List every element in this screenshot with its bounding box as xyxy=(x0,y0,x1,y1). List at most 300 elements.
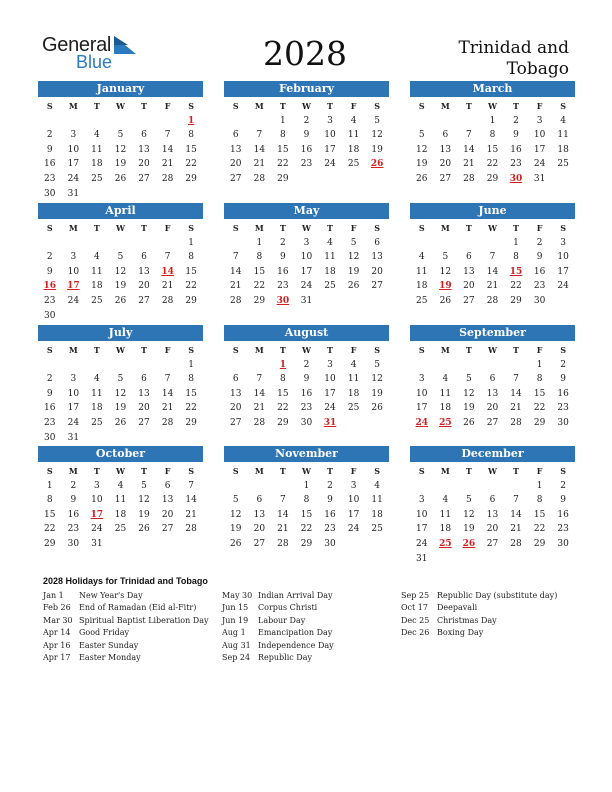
day-cell: 29 xyxy=(300,538,313,549)
weekday-header: S xyxy=(188,466,195,476)
day-cell: 3 xyxy=(70,374,77,385)
month-title: May xyxy=(224,203,389,219)
month-grid xyxy=(410,221,575,309)
weekday-header: T xyxy=(141,223,147,233)
month-april xyxy=(38,203,203,323)
day-cell: 16 xyxy=(300,388,313,399)
day-cell: 29 xyxy=(533,417,546,428)
day-cell: 26 xyxy=(138,524,150,535)
day-cell: 4 xyxy=(350,359,357,370)
day-cell: 20 xyxy=(138,159,150,170)
day-cell: 19 xyxy=(416,159,428,170)
day-cell: 15 xyxy=(300,509,313,520)
day-cell: 28 xyxy=(510,538,522,549)
day-cell: 17 xyxy=(300,266,313,277)
day-cell: 11 xyxy=(114,495,127,506)
holiday-name: Easter Sunday xyxy=(79,640,139,650)
day-cell: 20 xyxy=(230,403,242,414)
holiday-date: Dec 25 xyxy=(401,615,430,625)
empty-cell xyxy=(132,358,156,373)
month-september xyxy=(410,325,575,431)
holiday-name: End of Ramadan (Eid al-Fitr) xyxy=(79,603,197,613)
holiday-date: Jan 1 xyxy=(43,591,64,600)
day-cell: 19 xyxy=(371,144,383,155)
day-cell: 17 xyxy=(416,524,428,535)
weekday-header: T xyxy=(327,466,333,476)
day-cell: 20 xyxy=(486,403,499,414)
day-cell: 30 xyxy=(67,538,80,549)
weekday-header: F xyxy=(536,101,543,111)
day-cell: 9 xyxy=(327,495,333,506)
day-cell: 2 xyxy=(536,237,543,248)
day-cell: 25 xyxy=(114,524,127,535)
day-cell: 21 xyxy=(185,509,197,520)
day-cell: 16 xyxy=(510,144,522,155)
day-cell: 28 xyxy=(161,417,174,428)
day-cell: 16 xyxy=(557,388,569,399)
day-cell: 21 xyxy=(486,281,499,292)
day-cell: 14 xyxy=(510,388,522,399)
day-cell: 31 xyxy=(533,173,546,184)
empty-cell xyxy=(434,114,458,129)
day-cell: 22 xyxy=(253,281,266,292)
day-cell: 13 xyxy=(138,144,150,155)
day-cell: 10 xyxy=(416,509,428,520)
holiday-day-cell: 15 xyxy=(509,266,523,277)
empty-cell xyxy=(481,358,505,373)
day-cell: 18 xyxy=(347,144,360,155)
day-cell: 14 xyxy=(510,509,522,520)
day-cell: 2 xyxy=(327,480,333,491)
day-cell: 4 xyxy=(374,480,381,491)
day-cell: 11 xyxy=(439,388,452,399)
day-cell: 24 xyxy=(67,417,80,428)
day-cell: 13 xyxy=(439,144,452,155)
day-cell: 18 xyxy=(114,509,127,520)
weekday-header: T xyxy=(465,101,472,111)
day-cell: 28 xyxy=(161,173,174,184)
weekday-header: F xyxy=(536,466,543,476)
day-cell: 9 xyxy=(46,388,53,399)
weekday-header: W xyxy=(115,223,125,233)
weekday-header: W xyxy=(487,223,497,233)
day-cell: 22 xyxy=(510,281,522,292)
day-cell: 21 xyxy=(510,524,522,535)
day-cell: 16 xyxy=(300,144,313,155)
holiday-day-cell: 1 xyxy=(279,359,287,370)
empty-cell xyxy=(85,358,109,373)
weekday-header: T xyxy=(513,101,519,111)
day-cell: 13 xyxy=(138,388,150,399)
day-cell: 12 xyxy=(439,266,452,277)
day-cell: 23 xyxy=(557,403,569,414)
day-cell: 5 xyxy=(374,115,381,126)
day-cell: 23 xyxy=(324,524,336,535)
day-cell: 6 xyxy=(374,237,381,248)
day-cell: 4 xyxy=(418,252,425,263)
weekday-header: T xyxy=(513,223,519,233)
day-cell: 16 xyxy=(557,509,569,520)
day-cell: 14 xyxy=(161,388,174,399)
holiday-day-cell: 17 xyxy=(90,509,104,520)
day-cell: 11 xyxy=(324,252,336,263)
day-cell: 21 xyxy=(161,403,174,414)
day-cell: 10 xyxy=(324,130,336,141)
day-cell: 14 xyxy=(230,266,242,277)
day-cell: 11 xyxy=(371,495,383,506)
day-cell: 9 xyxy=(560,374,567,385)
day-cell: 21 xyxy=(463,159,475,170)
month-grid xyxy=(38,343,203,445)
day-cell: 21 xyxy=(161,159,174,170)
weekday-header: S xyxy=(374,223,381,233)
day-cell: 22 xyxy=(44,524,56,535)
weekday-header: W xyxy=(115,466,125,476)
day-cell: 18 xyxy=(371,509,383,520)
day-cell: 27 xyxy=(486,538,499,549)
day-cell: 7 xyxy=(256,374,263,385)
day-cell: 18 xyxy=(324,266,336,277)
day-cell: 27 xyxy=(230,173,242,184)
weekday-header: F xyxy=(350,466,357,476)
weekday-header: M xyxy=(68,466,78,476)
weekday-header: M xyxy=(440,101,450,111)
empty-cell xyxy=(504,358,528,373)
day-cell: 29 xyxy=(185,173,197,184)
day-cell: 27 xyxy=(486,417,499,428)
day-cell: 25 xyxy=(91,417,103,428)
month-title: December xyxy=(410,446,575,462)
day-cell: 23 xyxy=(67,524,80,535)
day-cell: 27 xyxy=(253,538,266,549)
day-cell: 21 xyxy=(161,281,174,292)
day-cell: 23 xyxy=(557,524,569,535)
day-cell: 5 xyxy=(232,495,239,506)
holiday-day-cell: 26 xyxy=(462,538,476,549)
month-title: October xyxy=(38,446,203,462)
weekday-header: T xyxy=(513,466,519,476)
day-cell: 2 xyxy=(303,359,310,370)
day-cell: 29 xyxy=(185,295,197,306)
weekday-header: S xyxy=(46,345,53,355)
day-cell: 25 xyxy=(324,281,336,292)
day-cell: 28 xyxy=(230,295,242,306)
month-grid xyxy=(410,99,575,187)
day-cell: 19 xyxy=(463,524,475,535)
day-cell: 24 xyxy=(533,159,546,170)
day-cell: 19 xyxy=(138,509,150,520)
day-cell: 17 xyxy=(533,144,546,155)
day-cell: 17 xyxy=(67,403,80,414)
day-cell: 2 xyxy=(560,480,567,491)
day-cell: 12 xyxy=(114,144,127,155)
holiday-name: Christmas Day xyxy=(437,615,497,625)
holiday-date: Apr 14 xyxy=(43,628,71,638)
holiday-date: Sep 25 xyxy=(401,591,430,600)
day-cell: 6 xyxy=(232,374,239,385)
day-cell: 5 xyxy=(350,237,357,248)
day-cell: 16 xyxy=(277,266,289,277)
empty-cell xyxy=(156,114,180,129)
day-cell: 2 xyxy=(46,374,53,385)
day-cell: 12 xyxy=(371,374,383,385)
weekday-header: M xyxy=(254,101,264,111)
day-cell: 30 xyxy=(557,538,569,549)
empty-cell xyxy=(38,236,62,251)
month-title: September xyxy=(410,325,575,341)
weekday-header: W xyxy=(115,345,125,355)
generalblue-logo xyxy=(42,34,142,72)
day-cell: 9 xyxy=(303,130,310,141)
day-cell: 15 xyxy=(185,388,197,399)
day-cell: 11 xyxy=(91,388,103,399)
holiday-name: Spiritual Baptist Liberation Day xyxy=(79,615,209,625)
empty-cell xyxy=(85,114,109,129)
day-cell: 23 xyxy=(300,159,313,170)
day-cell: 21 xyxy=(277,524,289,535)
empty-cell xyxy=(62,236,86,251)
day-cell: 24 xyxy=(324,159,336,170)
day-cell: 23 xyxy=(44,173,56,184)
weekday-header: T xyxy=(327,223,333,233)
holidays-title: 2028 Holidays for Trinidad and Tobago xyxy=(43,576,208,586)
holiday-name: Good Friday xyxy=(79,628,130,638)
weekday-header: S xyxy=(46,223,53,233)
country-name: Trinidad and Tobago xyxy=(458,38,569,79)
month-grid xyxy=(224,343,389,431)
day-cell: 3 xyxy=(350,480,357,491)
day-cell: 11 xyxy=(91,266,103,277)
day-cell: 10 xyxy=(416,388,428,399)
day-cell: 1 xyxy=(536,359,543,370)
day-cell: 8 xyxy=(188,130,195,141)
day-cell: 6 xyxy=(141,252,147,263)
weekday-header: S xyxy=(374,466,381,476)
month-grid xyxy=(410,464,575,566)
holiday-day-cell: 25 xyxy=(439,417,452,428)
day-cell: 1 xyxy=(188,359,195,370)
weekday-header: M xyxy=(440,466,450,476)
weekday-header: T xyxy=(513,345,519,355)
holiday-name: New Year's Day xyxy=(79,591,143,600)
day-cell: 9 xyxy=(46,144,53,155)
day-cell: 13 xyxy=(230,388,242,399)
holiday-date: Aug 31 xyxy=(222,640,251,650)
holiday-date: Apr 17 xyxy=(43,652,71,662)
empty-cell xyxy=(156,236,180,251)
weekday-header: F xyxy=(164,345,171,355)
day-cell: 26 xyxy=(114,173,127,184)
day-cell: 2 xyxy=(280,237,286,248)
day-cell: 9 xyxy=(560,495,567,506)
day-cell: 8 xyxy=(280,130,286,141)
day-cell: 28 xyxy=(486,295,499,306)
day-cell: 21 xyxy=(253,403,266,414)
day-cell: 12 xyxy=(114,266,127,277)
empty-cell xyxy=(85,236,109,251)
day-cell: 7 xyxy=(232,252,239,263)
day-cell: 14 xyxy=(486,266,499,277)
day-cell: 27 xyxy=(138,295,150,306)
day-cell: 6 xyxy=(489,374,496,385)
day-cell: 30 xyxy=(44,432,56,443)
month-january xyxy=(38,81,203,201)
holiday-name: Republic Day xyxy=(258,652,312,662)
day-cell: 13 xyxy=(463,266,475,277)
weekday-header: S xyxy=(560,223,567,233)
day-cell: 26 xyxy=(114,417,127,428)
day-cell: 7 xyxy=(280,495,286,506)
day-cell: 1 xyxy=(536,480,543,491)
day-cell: 30 xyxy=(44,310,56,321)
empty-cell xyxy=(248,114,272,129)
day-cell: 9 xyxy=(70,495,77,506)
day-cell: 22 xyxy=(277,403,289,414)
holiday-day-cell: 31 xyxy=(323,417,337,428)
day-cell: 23 xyxy=(300,403,313,414)
day-cell: 12 xyxy=(230,509,242,520)
day-cell: 11 xyxy=(347,374,360,385)
day-cell: 7 xyxy=(164,130,171,141)
holiday-date: Sep 24 xyxy=(222,652,251,662)
day-cell: 20 xyxy=(138,281,150,292)
day-cell: 10 xyxy=(67,388,80,399)
day-cell: 10 xyxy=(91,495,103,506)
day-cell: 5 xyxy=(466,374,472,385)
holiday-day-cell: 24 xyxy=(415,417,429,428)
day-cell: 20 xyxy=(138,403,150,414)
month-title: July xyxy=(38,325,203,341)
day-cell: 31 xyxy=(300,295,313,306)
day-cell: 16 xyxy=(44,403,56,414)
day-cell: 18 xyxy=(91,159,103,170)
weekday-header: T xyxy=(279,345,286,355)
day-cell: 10 xyxy=(300,252,313,263)
day-cell: 3 xyxy=(560,237,567,248)
weekday-header: S xyxy=(232,466,239,476)
day-cell: 16 xyxy=(533,266,546,277)
holiday-date: Feb 26 xyxy=(43,603,71,613)
day-cell: 18 xyxy=(557,144,569,155)
day-cell: 13 xyxy=(138,266,150,277)
day-cell: 24 xyxy=(91,524,103,535)
holiday-name: Boxing Day xyxy=(437,628,484,638)
day-cell: 14 xyxy=(161,144,174,155)
month-june xyxy=(410,203,575,309)
day-cell: 15 xyxy=(533,509,546,520)
day-cell: 16 xyxy=(44,159,56,170)
day-cell: 18 xyxy=(91,281,103,292)
weekday-header: M xyxy=(68,101,78,111)
weekday-header: T xyxy=(327,345,333,355)
weekday-header: S xyxy=(374,101,381,111)
day-cell: 28 xyxy=(277,538,289,549)
flag-icon xyxy=(114,36,136,54)
holiday-date: Jun 15 xyxy=(222,603,249,613)
holiday-name: Emancipation Day xyxy=(258,628,333,638)
day-cell: 24 xyxy=(67,173,80,184)
day-cell: 24 xyxy=(416,538,428,549)
weekday-header: S xyxy=(46,101,53,111)
day-cell: 1 xyxy=(303,480,310,491)
day-cell: 17 xyxy=(324,144,336,155)
day-cell: 17 xyxy=(557,266,569,277)
holiday-name: Republic Day (substitute day) xyxy=(437,591,558,600)
day-cell: 25 xyxy=(347,403,360,414)
day-cell: 5 xyxy=(374,359,381,370)
weekday-header: S xyxy=(232,345,239,355)
empty-cell xyxy=(248,479,272,494)
day-cell: 29 xyxy=(253,295,266,306)
month-grid xyxy=(224,464,389,552)
weekday-header: T xyxy=(141,345,147,355)
day-cell: 8 xyxy=(536,374,543,385)
day-cell: 10 xyxy=(324,374,336,385)
day-cell: 10 xyxy=(67,266,80,277)
day-cell: 13 xyxy=(371,252,383,263)
day-cell: 17 xyxy=(416,403,428,414)
holiday-name: Deepavali xyxy=(437,603,478,613)
day-cell: 8 xyxy=(256,252,263,263)
weekday-header: W xyxy=(301,223,311,233)
calendar-year: 2028 xyxy=(263,34,347,73)
day-cell: 29 xyxy=(510,295,522,306)
day-cell: 27 xyxy=(161,524,174,535)
empty-cell xyxy=(62,358,86,373)
day-cell: 20 xyxy=(371,266,383,277)
day-cell: 29 xyxy=(277,417,289,428)
empty-cell xyxy=(457,358,481,373)
empty-cell xyxy=(434,358,458,373)
day-cell: 8 xyxy=(188,374,195,385)
day-cell: 8 xyxy=(489,130,496,141)
weekday-header: F xyxy=(164,223,171,233)
empty-cell xyxy=(109,236,133,251)
day-cell: 5 xyxy=(466,495,472,506)
day-cell: 18 xyxy=(439,403,452,414)
logo-text-general: General xyxy=(42,34,112,56)
empty-cell xyxy=(224,358,248,373)
day-cell: 24 xyxy=(557,281,569,292)
day-cell: 1 xyxy=(256,237,263,248)
empty-cell xyxy=(410,114,434,129)
day-cell: 9 xyxy=(303,374,310,385)
holiday-day-cell: 25 xyxy=(439,538,452,549)
empty-cell xyxy=(410,479,434,494)
weekday-header: S xyxy=(188,101,195,111)
weekday-header: S xyxy=(418,466,425,476)
empty-cell xyxy=(504,479,528,494)
weekday-header: W xyxy=(487,466,497,476)
weekday-header: S xyxy=(374,345,381,355)
day-cell: 23 xyxy=(44,417,56,428)
holiday-name: Corpus Christi xyxy=(258,603,318,613)
day-cell: 7 xyxy=(513,495,519,506)
weekday-header: M xyxy=(254,466,264,476)
month-grid xyxy=(38,99,203,201)
day-cell: 19 xyxy=(114,159,127,170)
holiday-day-cell: 16 xyxy=(43,281,57,292)
day-cell: 17 xyxy=(347,509,360,520)
day-cell: 7 xyxy=(513,374,519,385)
empty-cell xyxy=(224,114,248,129)
day-cell: 24 xyxy=(347,524,360,535)
day-cell: 31 xyxy=(67,432,80,443)
day-cell: 19 xyxy=(463,403,475,414)
day-cell: 3 xyxy=(70,130,77,141)
day-cell: 12 xyxy=(371,130,383,141)
day-cell: 14 xyxy=(253,388,266,399)
